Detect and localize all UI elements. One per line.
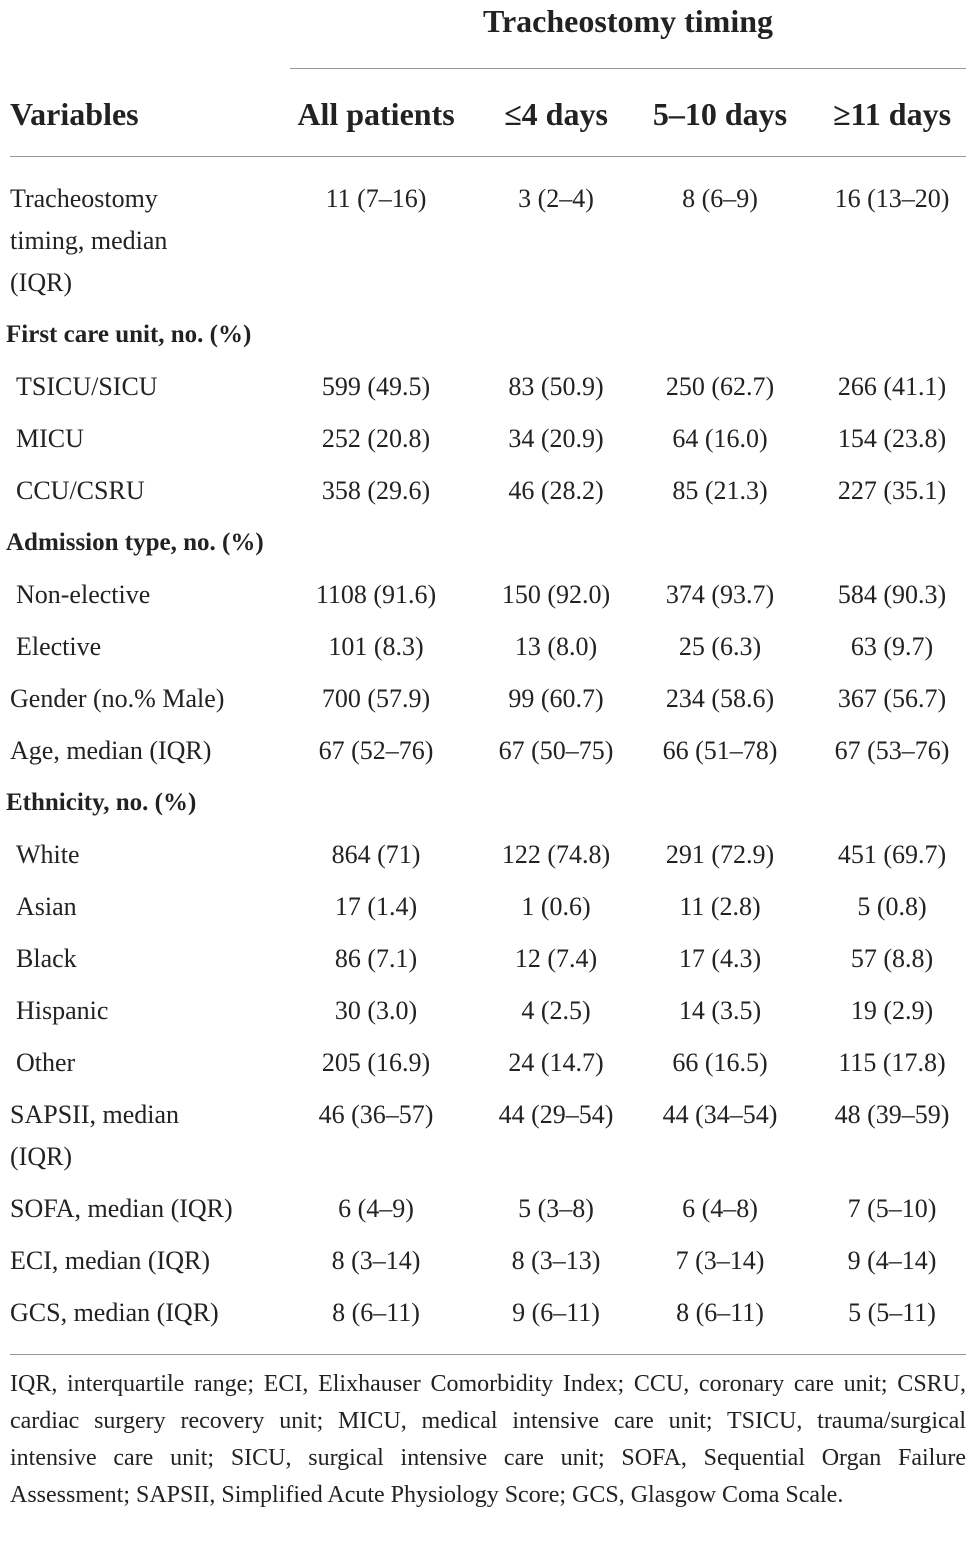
cell-ge-11-days: 266 (41.1) — [837, 372, 947, 401]
cell-all-patients: 700 (57.9) — [321, 684, 431, 713]
row-label: MICU — [16, 424, 84, 453]
cell-ge-11-days: 5 (0.8) — [857, 892, 927, 921]
table-row — [0, 1292, 972, 1344]
column-header-ge-11-days: ≥11 days — [832, 96, 952, 132]
row-label: SAPSII, median — [10, 1100, 179, 1129]
cell-le-4-days: 5 (3–8) — [518, 1194, 594, 1223]
cell-le-4-days: 122 (74.8) — [501, 840, 611, 869]
table-row — [0, 1094, 972, 1136]
group-header-tracheostomy-timing: Tracheostomy timing — [482, 3, 774, 39]
row-label: TSICU/SICU — [16, 372, 158, 401]
cell-all-patients: 30 (3.0) — [334, 996, 418, 1025]
cell-ge-11-days: 16 (13–20) — [834, 184, 950, 213]
cell-ge-11-days: 227 (35.1) — [837, 476, 947, 505]
row-label: Gender (no.% Male) — [10, 684, 225, 713]
row-label: GCS, median (IQR) — [10, 1298, 219, 1327]
section-label: Admission type, no. (%) — [6, 529, 264, 556]
row-label: CCU/CSRU — [16, 476, 145, 505]
cell-le-4-days: 3 (2–4) — [518, 184, 594, 213]
header-rule — [10, 156, 966, 157]
cell-ge-11-days: 5 (5–11) — [848, 1298, 936, 1327]
table-row — [0, 938, 972, 990]
section-header-first-care-unit — [0, 314, 972, 366]
table-row — [0, 1188, 972, 1240]
cell-all-patients: 11 (7–16) — [325, 184, 427, 213]
section-header-admission-type — [0, 522, 972, 574]
cell-5-10-days: 8 (6–9) — [682, 184, 758, 213]
row-label: SOFA, median (IQR) — [10, 1194, 233, 1223]
cell-ge-11-days: 451 (69.7) — [837, 840, 947, 869]
table-row — [0, 886, 972, 938]
table-row-continuation — [0, 262, 972, 314]
cell-all-patients: 8 (6–11) — [332, 1298, 420, 1327]
footer-rule — [10, 1354, 966, 1355]
row-label: White — [16, 840, 80, 869]
cell-le-4-days: 46 (28.2) — [508, 476, 604, 505]
cell-all-patients: 358 (29.6) — [321, 476, 431, 505]
table-row — [0, 418, 972, 470]
cell-ge-11-days: 7 (5–10) — [847, 1194, 937, 1223]
cell-le-4-days: 34 (20.9) — [508, 424, 604, 453]
cell-le-4-days: 12 (7.4) — [514, 944, 598, 973]
column-header-5-10-days: 5–10 days — [652, 96, 788, 132]
cell-all-patients: 46 (36–57) — [318, 1100, 434, 1129]
cell-le-4-days: 13 (8.0) — [514, 632, 598, 661]
cell-all-patients: 101 (8.3) — [328, 632, 424, 661]
cell-ge-11-days: 57 (8.8) — [850, 944, 934, 973]
cell-5-10-days: 8 (6–11) — [676, 1298, 764, 1327]
cell-le-4-days: 44 (29–54) — [498, 1100, 614, 1129]
cell-5-10-days: 374 (93.7) — [665, 580, 775, 609]
table-row — [0, 1240, 972, 1292]
table-row-continuation — [0, 1136, 972, 1188]
row-label: Other — [16, 1048, 76, 1077]
cell-le-4-days: 67 (50–75) — [498, 736, 614, 765]
row-label: ECI, median (IQR) — [10, 1246, 211, 1275]
table-body — [0, 178, 972, 1344]
row-label: (IQR) — [10, 268, 73, 297]
cell-ge-11-days: 48 (39–59) — [834, 1100, 950, 1129]
cell-5-10-days: 64 (16.0) — [672, 424, 768, 453]
table-footnote: IQR, interquartile range; ECI, Elixhauser Comorbidity Index; CCU, coronary care unit; CSRU, cardiac surgery recovery unit; MICU, medical intensive care unit; TSICU, trauma/surgical intensive care unit; SICU, surgical intensive care unit; SOFA, Sequential Organ Failure Assessment; SAPSII, Simplified Acute Physiology Score; GCS, Glasgow Coma Scale. — [10, 1371, 966, 1508]
table-row — [0, 470, 972, 522]
cell-le-4-days: 4 (2.5) — [521, 996, 591, 1025]
row-label: timing, median — [10, 226, 168, 255]
table-row — [0, 678, 972, 730]
cell-5-10-days: 66 (16.5) — [672, 1048, 768, 1077]
section-label: Ethnicity, no. (%) — [6, 789, 197, 816]
table-row-continuation — [0, 220, 972, 262]
cell-le-4-days: 1 (0.6) — [521, 892, 591, 921]
row-label: Non-elective — [16, 580, 151, 609]
cell-5-10-days: 25 (6.3) — [678, 632, 762, 661]
cell-le-4-days: 9 (6–11) — [512, 1298, 600, 1327]
cell-all-patients: 67 (52–76) — [318, 736, 434, 765]
column-header-all-patients: All patients — [297, 96, 455, 132]
cell-5-10-days: 44 (34–54) — [662, 1100, 778, 1129]
cell-all-patients: 864 (71) — [331, 840, 421, 869]
cell-5-10-days: 291 (72.9) — [665, 840, 775, 869]
cell-le-4-days: 150 (92.0) — [501, 580, 611, 609]
cell-all-patients: 599 (49.5) — [321, 372, 431, 401]
cell-ge-11-days: 63 (9.7) — [850, 632, 934, 661]
cell-5-10-days: 66 (51–78) — [662, 736, 778, 765]
cell-5-10-days: 6 (4–8) — [682, 1194, 758, 1223]
cell-5-10-days: 85 (21.3) — [672, 476, 768, 505]
row-label: Age, median (IQR) — [10, 736, 212, 765]
row-label: (IQR) — [10, 1142, 73, 1171]
cell-le-4-days: 8 (3–13) — [511, 1246, 601, 1275]
cell-5-10-days: 7 (3–14) — [675, 1246, 765, 1275]
row-label: Elective — [16, 632, 102, 661]
table-row — [0, 990, 972, 1042]
cell-le-4-days: 99 (60.7) — [508, 684, 604, 713]
cell-all-patients: 8 (3–14) — [331, 1246, 421, 1275]
cell-5-10-days: 11 (2.8) — [679, 892, 761, 921]
table-row — [0, 730, 972, 782]
section-label: First care unit, no. (%) — [6, 321, 252, 348]
table-row — [0, 626, 972, 678]
cell-ge-11-days: 67 (53–76) — [834, 736, 950, 765]
cell-all-patients: 252 (20.8) — [321, 424, 431, 453]
section-header-ethnicity — [0, 782, 972, 834]
table-row — [0, 574, 972, 626]
cell-all-patients: 86 (7.1) — [334, 944, 418, 973]
cell-all-patients: 1108 (91.6) — [315, 580, 437, 609]
cell-le-4-days: 24 (14.7) — [508, 1048, 604, 1077]
cell-ge-11-days: 19 (2.9) — [850, 996, 934, 1025]
cell-le-4-days: 83 (50.9) — [508, 372, 604, 401]
column-header-variables: Variables — [10, 96, 139, 132]
cell-all-patients: 205 (16.9) — [321, 1048, 431, 1077]
table-row — [0, 178, 972, 220]
cell-all-patients: 6 (4–9) — [338, 1194, 414, 1223]
cell-ge-11-days: 584 (90.3) — [837, 580, 947, 609]
table-row — [0, 366, 972, 418]
table-row — [0, 1042, 972, 1094]
cell-all-patients: 17 (1.4) — [334, 892, 418, 921]
group-header-rule — [290, 68, 966, 69]
column-header-le-4-days: ≤4 days — [504, 96, 608, 132]
cell-5-10-days: 14 (3.5) — [678, 996, 762, 1025]
column-headers — [0, 88, 972, 140]
row-label: Tracheostomy — [10, 184, 158, 213]
row-label: Hispanic — [16, 996, 109, 1025]
cell-ge-11-days: 9 (4–14) — [847, 1246, 937, 1275]
cell-5-10-days: 234 (58.6) — [665, 684, 775, 713]
row-label: Black — [16, 944, 77, 973]
cell-ge-11-days: 367 (56.7) — [837, 684, 947, 713]
cell-ge-11-days: 154 (23.8) — [837, 424, 947, 453]
table-row — [0, 834, 972, 886]
cell-5-10-days: 17 (4.3) — [678, 944, 762, 973]
row-label: Asian — [16, 892, 77, 921]
cell-ge-11-days: 115 (17.8) — [838, 1048, 946, 1077]
cell-5-10-days: 250 (62.7) — [665, 372, 775, 401]
